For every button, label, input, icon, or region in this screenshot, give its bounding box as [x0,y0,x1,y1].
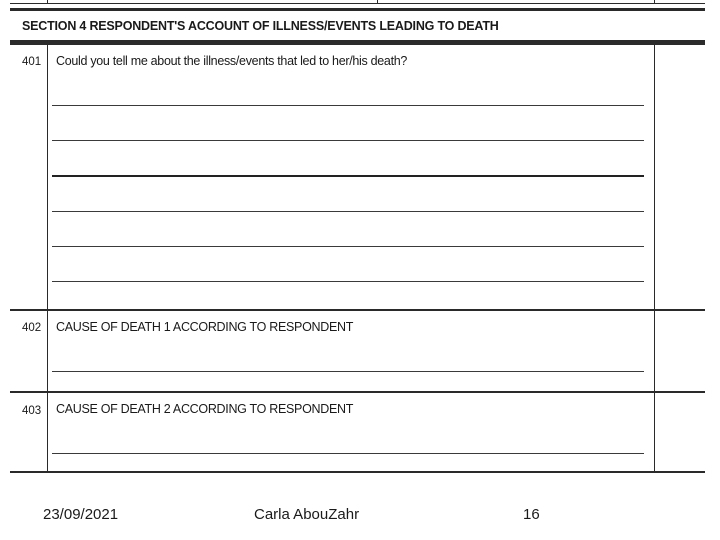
top-tick-right [654,0,655,4]
question-number-403: 403 [22,405,42,417]
right-column-divider [654,45,655,472]
answer-line-401-5[interactable] [52,246,644,247]
question-text-402: CAUSE OF DEATH 1 ACCORDING TO RESPONDENT [56,320,354,334]
top-table-line [10,3,705,4]
question-text-401: Could you tell me about the illness/events that led to her/his death? [56,54,408,68]
row-divider-401-402 [10,309,705,311]
answer-line-403[interactable] [52,453,644,454]
footer-author: Carla AbouZahr [254,506,360,523]
answer-line-401-6[interactable] [52,281,644,282]
section-top-rule [10,8,705,11]
question-number-401: 401 [22,56,42,68]
answer-line-402[interactable] [52,371,644,372]
footer-date: 23/09/2021 [43,506,119,523]
table-bottom-rule [10,471,705,473]
top-tick-left [47,0,48,4]
question-text-403: CAUSE OF DEATH 2 ACCORDING TO RESPONDENT [56,402,354,416]
number-column-divider [47,45,48,472]
row-divider-402-403 [10,391,705,393]
question-number-402: 402 [22,322,42,334]
answer-line-401-3[interactable] [52,175,644,177]
footer-page-number: 16 [523,506,540,523]
answer-line-401-1[interactable] [52,105,644,106]
top-tick-middle [377,0,378,4]
answer-line-401-2[interactable] [52,140,644,141]
section-title: SECTION 4 RESPONDENT'S ACCOUNT OF ILLNESS/EVENTS LEADING TO DEATH [22,19,499,33]
answer-line-401-4[interactable] [52,211,644,212]
section-header-bar [10,40,705,45]
